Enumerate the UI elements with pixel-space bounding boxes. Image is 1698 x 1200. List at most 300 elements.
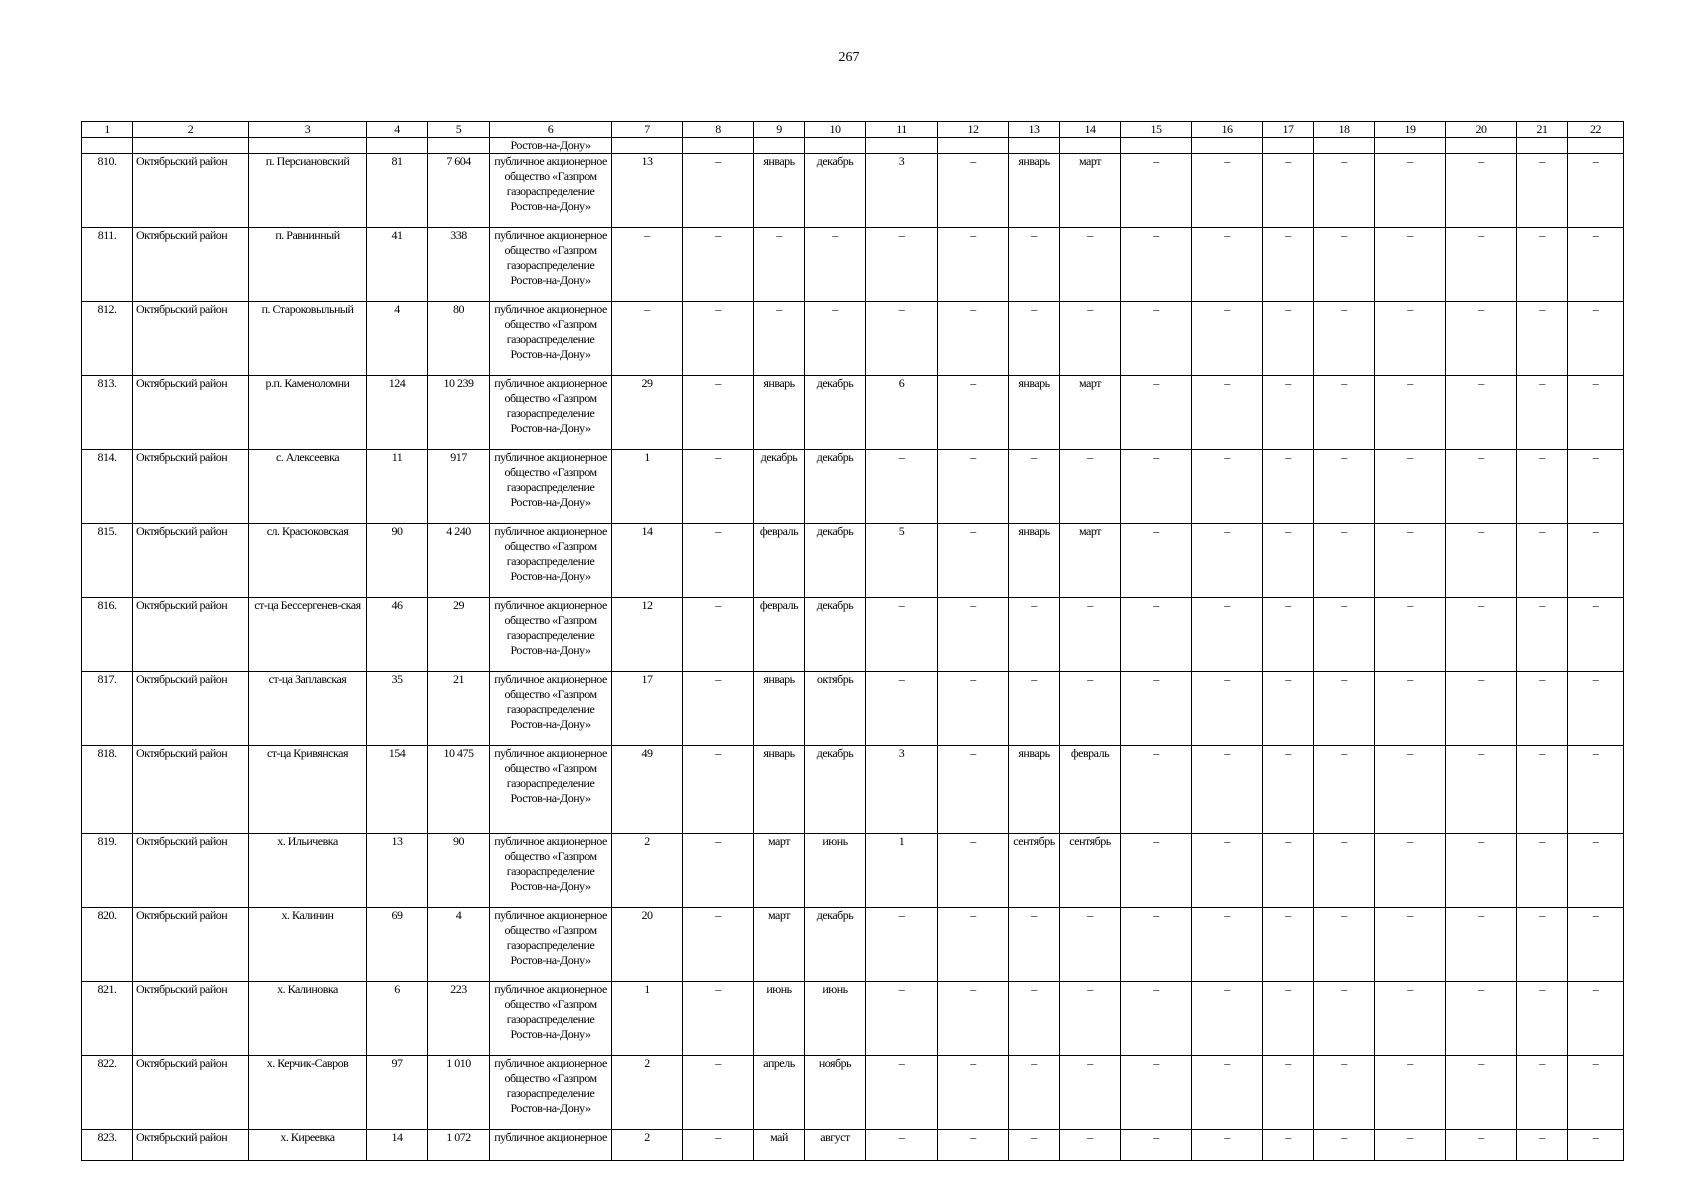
table-cell: – — [1263, 672, 1314, 746]
table-cell: – — [1192, 228, 1263, 302]
settlement-cell: х. Калиновка — [249, 982, 367, 1056]
table-cell: – — [1446, 1056, 1517, 1130]
row-number-cell: 813. — [82, 376, 133, 450]
table-cell: – — [938, 376, 1009, 450]
table-cell — [133, 138, 249, 154]
table-cell: – — [1060, 302, 1121, 376]
row-number-cell: 821. — [82, 982, 133, 1056]
table-cell: – — [1517, 672, 1568, 746]
table-cell: – — [1060, 598, 1121, 672]
table-cell: – — [938, 302, 1009, 376]
table-cell: 10 239 — [428, 376, 490, 450]
table-cell: – — [1446, 450, 1517, 524]
column-header: 6 — [490, 122, 612, 138]
table-cell: – — [805, 228, 866, 302]
table-cell: – — [754, 228, 805, 302]
column-header: 10 — [805, 122, 866, 138]
table-cell — [683, 138, 754, 154]
table-cell: – — [1568, 302, 1624, 376]
table-cell: – — [1263, 1130, 1314, 1161]
table-cell: апрель — [754, 1056, 805, 1130]
header-row — [82, 122, 1624, 138]
district-cell: Октябрьский район — [133, 672, 249, 746]
district-cell: Октябрьский район — [133, 1130, 249, 1161]
table-cell: – — [683, 154, 754, 228]
table-cell: – — [1314, 746, 1375, 834]
table-cell: март — [1060, 154, 1121, 228]
table-cell: – — [1446, 746, 1517, 834]
organization-cell: публичное акционерное общество «Газпром газораспределение Ростов-на-Дону» — [490, 450, 612, 524]
table-cell: 90 — [367, 524, 428, 598]
table-cell: – — [1121, 1130, 1192, 1161]
table-cell: февраль — [1060, 746, 1121, 834]
table-cell: – — [1568, 982, 1624, 1056]
table-cell: – — [1568, 1056, 1624, 1130]
table-cell: – — [1375, 154, 1446, 228]
table-cell: 41 — [367, 228, 428, 302]
table-cell: – — [1263, 450, 1314, 524]
table-cell: – — [1568, 376, 1624, 450]
table-cell — [1009, 138, 1060, 154]
table-cell: – — [1121, 228, 1192, 302]
organization-cell: публичное акционерное общество «Газпром газораспределение Ростов-на-Дону» — [490, 228, 612, 302]
organization-cell: публичное акционерное общество «Газпром газораспределение Ростов-на-Дону» — [490, 302, 612, 376]
table-cell: – — [1446, 834, 1517, 908]
settlement-cell: х. Калинин — [249, 908, 367, 982]
table-cell: – — [938, 746, 1009, 834]
table-cell: 3 — [866, 154, 938, 228]
table-cell: ноябрь — [805, 1056, 866, 1130]
settlement-cell: сл. Красюковская — [249, 524, 367, 598]
table-cell: декабрь — [805, 376, 866, 450]
table-cell: – — [683, 302, 754, 376]
table-cell: 13 — [367, 834, 428, 908]
settlement-cell: п. Персиановский — [249, 154, 367, 228]
table-cell — [82, 138, 133, 154]
table-cell: – — [1314, 524, 1375, 598]
table-cell: – — [1121, 302, 1192, 376]
table-cell: – — [1263, 908, 1314, 982]
table-cell: 2 — [612, 1056, 683, 1130]
table-cell: – — [1263, 746, 1314, 834]
table-cell: – — [866, 1056, 938, 1130]
table-cell: Ростов-на-Дону» — [490, 138, 612, 154]
table-cell: декабрь — [805, 154, 866, 228]
table-cell: – — [1446, 982, 1517, 1056]
table-cell: январь — [1009, 376, 1060, 450]
column-header: 1 — [82, 122, 133, 138]
table-cell: – — [866, 672, 938, 746]
table-cell: – — [866, 598, 938, 672]
table-row — [82, 302, 1624, 376]
table-cell: 4 240 — [428, 524, 490, 598]
table-cell: – — [1375, 524, 1446, 598]
table-cell: – — [1517, 908, 1568, 982]
table-cell: 338 — [428, 228, 490, 302]
table-cell: 7 604 — [428, 154, 490, 228]
table-cell: – — [1009, 672, 1060, 746]
table-cell: – — [1314, 450, 1375, 524]
table-cell: – — [1446, 228, 1517, 302]
table-cell: – — [1121, 154, 1192, 228]
table-cell: – — [683, 672, 754, 746]
table-cell: – — [1517, 450, 1568, 524]
table-cell: 1 010 — [428, 1056, 490, 1130]
column-header: 17 — [1263, 122, 1314, 138]
table-cell: – — [866, 908, 938, 982]
table-cell: – — [1192, 672, 1263, 746]
table-cell: – — [1314, 982, 1375, 1056]
table-cell: – — [1517, 834, 1568, 908]
table-cell: – — [1446, 908, 1517, 982]
district-cell: Октябрьский район — [133, 302, 249, 376]
table-cell: – — [938, 1130, 1009, 1161]
table-cell: 1 072 — [428, 1130, 490, 1161]
settlement-cell: ст-ца Кривянская — [249, 746, 367, 834]
table-cell: 90 — [428, 834, 490, 908]
table-row — [82, 746, 1624, 834]
table-cell: – — [1009, 908, 1060, 982]
table-cell: 46 — [367, 598, 428, 672]
table-cell: июнь — [805, 982, 866, 1056]
table-cell: июнь — [805, 834, 866, 908]
table-cell: сентябрь — [1060, 834, 1121, 908]
table-cell: – — [1446, 598, 1517, 672]
table-cell: – — [1009, 1056, 1060, 1130]
row-number-cell: 823. — [82, 1130, 133, 1161]
table-cell: 69 — [367, 908, 428, 982]
table-cell: – — [683, 228, 754, 302]
table-cell: – — [1121, 1056, 1192, 1130]
table-cell: – — [1060, 450, 1121, 524]
table-cell: 13 — [612, 154, 683, 228]
row-number-cell: 811. — [82, 228, 133, 302]
district-cell: Октябрьский район — [133, 376, 249, 450]
table-cell: – — [1375, 598, 1446, 672]
table-cell: – — [1263, 982, 1314, 1056]
table-cell: – — [805, 302, 866, 376]
table-cell: – — [1009, 302, 1060, 376]
table-cell: – — [1568, 154, 1624, 228]
table-cell: – — [1263, 834, 1314, 908]
table-cell: – — [1375, 376, 1446, 450]
table-cell: июнь — [754, 982, 805, 1056]
table-cell: – — [1568, 598, 1624, 672]
table-cell: – — [1375, 1130, 1446, 1161]
table-cell: – — [1375, 1056, 1446, 1130]
table-cell: – — [1314, 302, 1375, 376]
table-cell — [754, 138, 805, 154]
district-cell: Октябрьский район — [133, 982, 249, 1056]
table-cell: – — [938, 524, 1009, 598]
table-cell: октябрь — [805, 672, 866, 746]
table-cell: 5 — [866, 524, 938, 598]
table-cell — [1314, 138, 1375, 154]
table-cell: 12 — [612, 598, 683, 672]
table-cell: – — [1314, 834, 1375, 908]
table-cell: – — [1375, 746, 1446, 834]
table-cell: – — [1192, 376, 1263, 450]
table-cell: – — [1060, 1056, 1121, 1130]
data-table — [81, 121, 1624, 1161]
table-cell: – — [683, 450, 754, 524]
settlement-cell: р.п. Каменоломни — [249, 376, 367, 450]
column-header: 18 — [1314, 122, 1375, 138]
table-cell: – — [683, 598, 754, 672]
table-cell: 1 — [866, 834, 938, 908]
column-header: 20 — [1446, 122, 1517, 138]
table-cell: 2 — [612, 834, 683, 908]
table-cell: – — [1192, 524, 1263, 598]
table-cell: – — [1192, 746, 1263, 834]
table-cell: – — [866, 302, 938, 376]
table-cell: – — [1517, 376, 1568, 450]
table-cell: – — [1121, 598, 1192, 672]
table-cell — [938, 138, 1009, 154]
table-cell: – — [1192, 302, 1263, 376]
column-header: 3 — [249, 122, 367, 138]
table-cell: – — [938, 672, 1009, 746]
table-cell: – — [1568, 834, 1624, 908]
table-cell: – — [1192, 982, 1263, 1056]
organization-cell: публичное акционерное — [490, 1130, 612, 1161]
column-header: 22 — [1568, 122, 1624, 138]
table-cell: – — [1314, 1056, 1375, 1130]
column-header: 13 — [1009, 122, 1060, 138]
table-cell: март — [754, 834, 805, 908]
table-cell: – — [1263, 524, 1314, 598]
table-cell: – — [1517, 598, 1568, 672]
district-cell: Октябрьский район — [133, 746, 249, 834]
table-cell: – — [1060, 1130, 1121, 1161]
organization-cell: публичное акционерное общество «Газпром газораспределение Ростов-на-Дону» — [490, 982, 612, 1056]
table-cell: – — [1314, 672, 1375, 746]
table-cell: – — [1568, 1130, 1624, 1161]
table-cell: – — [1263, 598, 1314, 672]
table-row — [82, 228, 1624, 302]
table-cell: март — [1060, 376, 1121, 450]
table-cell — [249, 138, 367, 154]
column-header: 12 — [938, 122, 1009, 138]
table-cell: 29 — [428, 598, 490, 672]
table-cell: – — [1314, 1130, 1375, 1161]
table-cell: – — [683, 746, 754, 834]
table-cell — [1060, 138, 1121, 154]
table-cell: май — [754, 1130, 805, 1161]
table-cell: 17 — [612, 672, 683, 746]
settlement-cell: п. Староковыльный — [249, 302, 367, 376]
table-cell: 4 — [428, 908, 490, 982]
organization-cell: публичное акционерное общество «Газпром газораспределение Ростов-на-Дону» — [490, 1056, 612, 1130]
table-cell: декабрь — [805, 598, 866, 672]
table-cell — [612, 138, 683, 154]
table-cell: – — [1314, 154, 1375, 228]
row-number-cell: 812. — [82, 302, 133, 376]
table-cell: – — [1375, 982, 1446, 1056]
table-cell: – — [1314, 376, 1375, 450]
column-header: 4 — [367, 122, 428, 138]
table-cell: 124 — [367, 376, 428, 450]
table-cell: сентябрь — [1009, 834, 1060, 908]
table-cell: – — [683, 834, 754, 908]
table-cell: – — [754, 302, 805, 376]
table-cell — [367, 138, 428, 154]
table-cell: – — [1375, 834, 1446, 908]
district-cell: Октябрьский район — [133, 834, 249, 908]
table-cell: – — [938, 834, 1009, 908]
row-number-cell: 810. — [82, 154, 133, 228]
table-cell: – — [1121, 908, 1192, 982]
table-cell: 11 — [367, 450, 428, 524]
organization-cell: публичное акционерное общество «Газпром газораспределение Ростов-на-Дону» — [490, 524, 612, 598]
table-cell — [1121, 138, 1192, 154]
table-cell: – — [683, 1130, 754, 1161]
column-header: 16 — [1192, 122, 1263, 138]
table-cell: – — [938, 228, 1009, 302]
table-cell: – — [1568, 908, 1624, 982]
organization-cell: публичное акционерное общество «Газпром газораспределение Ростов-на-Дону» — [490, 598, 612, 672]
table-cell: – — [1009, 982, 1060, 1056]
table-cell: 35 — [367, 672, 428, 746]
district-cell: Октябрьский район — [133, 1056, 249, 1130]
table-cell: – — [1375, 302, 1446, 376]
table-cell: – — [1192, 834, 1263, 908]
table-cell: – — [1121, 524, 1192, 598]
table-cell: – — [1192, 1130, 1263, 1161]
column-header: 19 — [1375, 122, 1446, 138]
table-cell: – — [1568, 228, 1624, 302]
table-cell: – — [866, 1130, 938, 1161]
table-cell: – — [1568, 746, 1624, 834]
table-cell: 21 — [428, 672, 490, 746]
table-cell — [866, 138, 938, 154]
district-cell: Октябрьский район — [133, 524, 249, 598]
table-cell: – — [1375, 450, 1446, 524]
table-row — [82, 1056, 1624, 1130]
table-cell: август — [805, 1130, 866, 1161]
table-cell: декабрь — [805, 524, 866, 598]
table-row — [82, 376, 1624, 450]
organization-cell: публичное акционерное общество «Газпром газораспределение Ростов-на-Дону» — [490, 672, 612, 746]
row-number-cell: 816. — [82, 598, 133, 672]
table-row — [82, 598, 1624, 672]
table-cell: 10 475 — [428, 746, 490, 834]
table-cell: 4 — [367, 302, 428, 376]
table-cell: – — [1121, 376, 1192, 450]
table-cell: – — [1314, 228, 1375, 302]
table-cell: 49 — [612, 746, 683, 834]
table-cell: – — [1446, 1130, 1517, 1161]
table-cell: 154 — [367, 746, 428, 834]
table-cell: – — [1121, 672, 1192, 746]
table-cell — [1375, 138, 1446, 154]
table-cell: – — [938, 908, 1009, 982]
table-row — [82, 1130, 1624, 1161]
table-cell: – — [683, 908, 754, 982]
table-cell: – — [1263, 302, 1314, 376]
table-cell: 81 — [367, 154, 428, 228]
table-cell: декабрь — [805, 908, 866, 982]
table-cell: 14 — [367, 1130, 428, 1161]
table-cell: – — [1192, 908, 1263, 982]
table-cell: январь — [1009, 524, 1060, 598]
table-cell: январь — [1009, 746, 1060, 834]
table-cell: – — [683, 1056, 754, 1130]
column-header: 2 — [133, 122, 249, 138]
settlement-cell: с. Алексеевка — [249, 450, 367, 524]
table-cell: – — [1060, 672, 1121, 746]
table-row — [82, 154, 1624, 228]
row-number-cell: 815. — [82, 524, 133, 598]
table-cell — [1568, 138, 1624, 154]
settlement-cell: х. Керчик-Савров — [249, 1056, 367, 1130]
table-cell: – — [1517, 1056, 1568, 1130]
table-cell: январь — [754, 672, 805, 746]
column-header: 8 — [683, 122, 754, 138]
table-cell: февраль — [754, 598, 805, 672]
district-cell: Октябрьский район — [133, 908, 249, 982]
table-cell: – — [1009, 598, 1060, 672]
column-header: 5 — [428, 122, 490, 138]
table-cell: декабрь — [805, 746, 866, 834]
organization-cell: публичное акционерное общество «Газпром газораспределение Ростов-на-Дону» — [490, 908, 612, 982]
column-header: 14 — [1060, 122, 1121, 138]
row-number-cell: 819. — [82, 834, 133, 908]
table-cell: – — [1121, 746, 1192, 834]
table-cell: декабрь — [754, 450, 805, 524]
table-cell: – — [1517, 302, 1568, 376]
table-cell: – — [1517, 524, 1568, 598]
settlement-cell: х. Ильичевка — [249, 834, 367, 908]
column-header: 11 — [866, 122, 938, 138]
table-cell: – — [1446, 376, 1517, 450]
table-cell: – — [1060, 982, 1121, 1056]
table-cell: 6 — [866, 376, 938, 450]
table-cell: 20 — [612, 908, 683, 982]
table-cell: – — [1446, 154, 1517, 228]
table-cell: – — [1263, 1056, 1314, 1130]
table-cell: – — [1568, 450, 1624, 524]
column-header: 9 — [754, 122, 805, 138]
row-number-cell: 822. — [82, 1056, 133, 1130]
table-cell: – — [1192, 450, 1263, 524]
table-cell: январь — [754, 746, 805, 834]
table-cell: 3 — [866, 746, 938, 834]
table-cell: 14 — [612, 524, 683, 598]
table-cell — [428, 138, 490, 154]
table-cell: январь — [1009, 154, 1060, 228]
table-cell: январь — [754, 154, 805, 228]
table-cell: – — [938, 1056, 1009, 1130]
table-cell: – — [1568, 672, 1624, 746]
table-cell: январь — [754, 376, 805, 450]
table-cell: – — [1192, 1056, 1263, 1130]
table-cell: – — [938, 598, 1009, 672]
table-cell: 1 — [612, 450, 683, 524]
table-cell: – — [612, 228, 683, 302]
table-cell: – — [1375, 228, 1446, 302]
row-number-cell: 820. — [82, 908, 133, 982]
page-number: 267 — [838, 50, 860, 65]
table-cell — [805, 138, 866, 154]
table-cell: 223 — [428, 982, 490, 1056]
table-cell: 2 — [612, 1130, 683, 1161]
table-cell: – — [1060, 908, 1121, 982]
table-cell: – — [1009, 228, 1060, 302]
table-cell: 97 — [367, 1056, 428, 1130]
table-cell: – — [1375, 908, 1446, 982]
table-cell — [1263, 138, 1314, 154]
